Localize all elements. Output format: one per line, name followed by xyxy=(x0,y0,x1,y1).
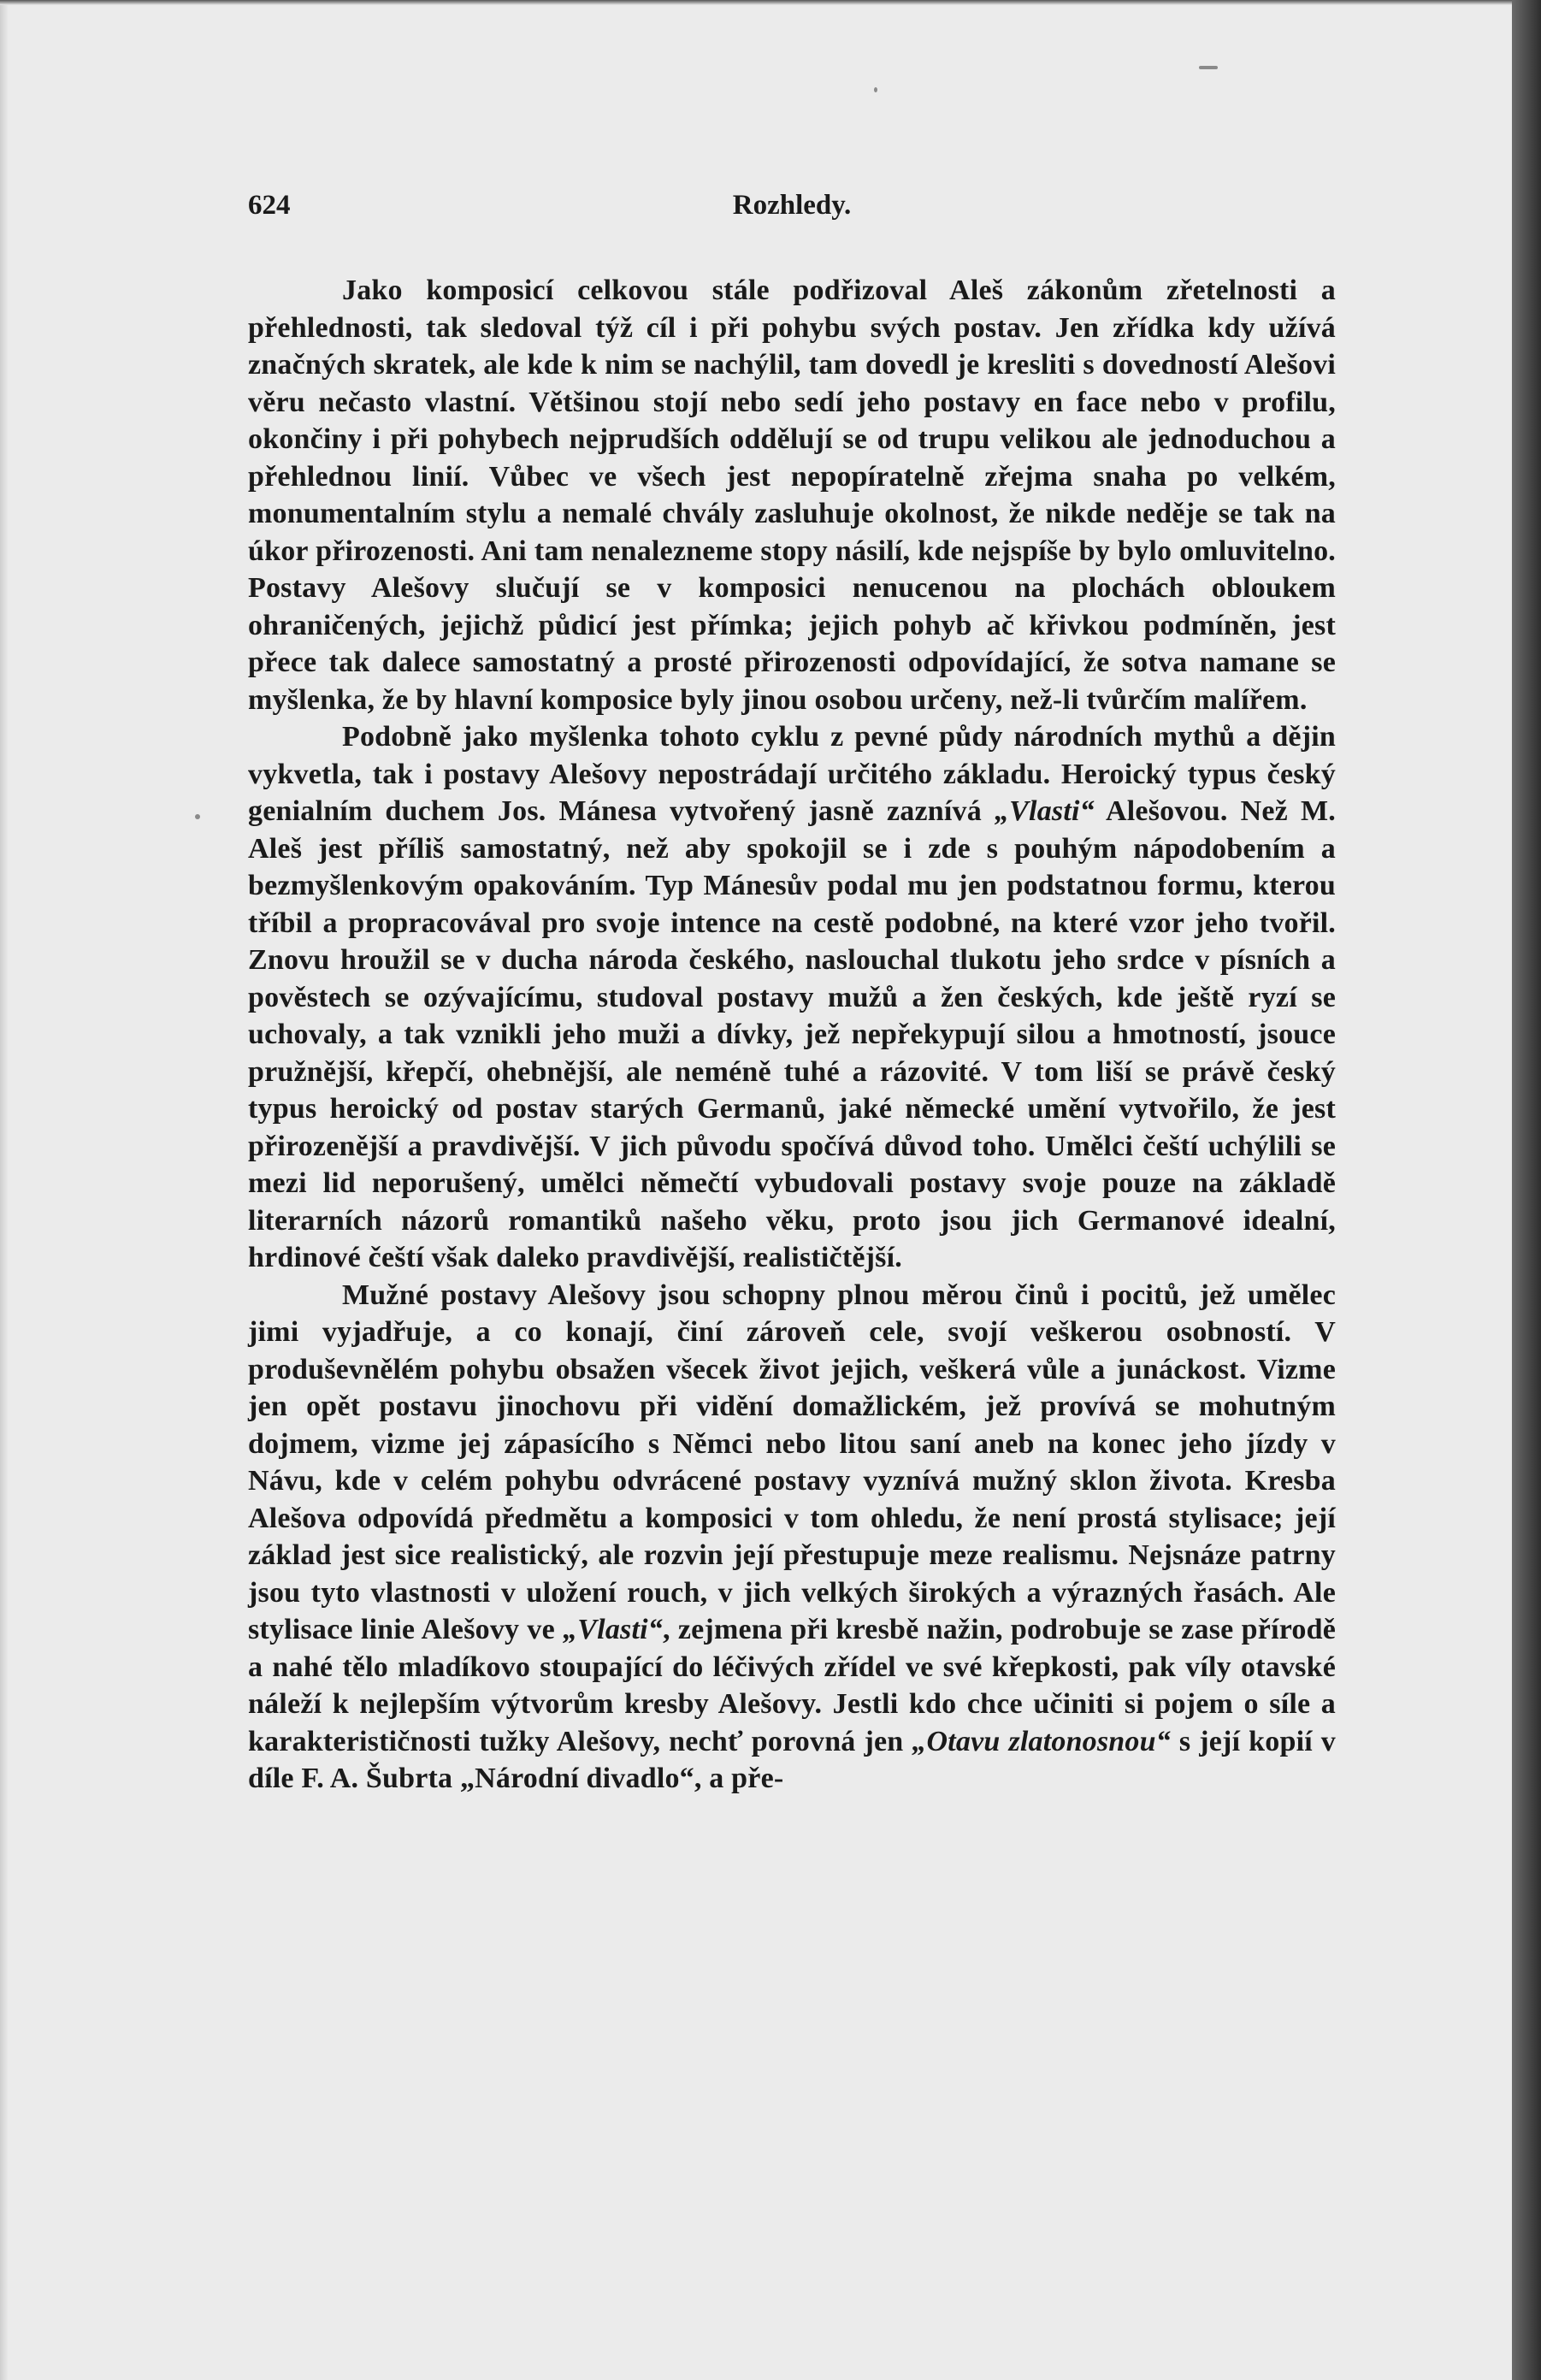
scan-speck xyxy=(1199,66,1218,69)
article-body xyxy=(248,272,1336,1798)
text-run: s její kopií v díle F. A. Šubrta „Národní divadlo“, a pře- xyxy=(248,1725,1336,1794)
italic-title: „Otavu zlatonosnou“ xyxy=(912,1725,1171,1757)
scan-right-edge xyxy=(1512,0,1541,2380)
text-run: Jako komposicí celkovou stále podřizoval Aleš zákonům zřetelnosti a přehlednosti, tak sledoval týž cíl i při pohybu svých postav. Jen zřídka kdy užívá značných skratek, ale kde k nim se nachýlil, tam dovedl je kresliti s dovedností Alešovi věru nečasto vlastní. Většinou stojí nebo sedí jeho postavy en face nebo v profilu, okončiny i při pohybech nejprudších oddělují se od trupu velikou ale jednoduchou a přehlednou linií. Vůbec ve všech jest nepopíratelně zřejma snaha po velkém, monumentalním stylu a nemalé chvály zasluhuje okolnost, že nikde neděje se tak na úkor přirozenosti. Ani tam nenalezneme stopy násilí, kde nejspíše by bylo omluvitelno. Postavy Alešovy slučují se v komposici nenucenou na plochách obloukem ohraničených, jejichž půdicí jest přímka; jejich pohyb ač křivkou podmíněn, jest přece tak dalece samostatný a prosté přirozenosti odpovídající, že sotva namane se myšlenka, že by hlavní komposice byly jinou osobou určeny, než-li tvůrčím malířem. xyxy=(248,275,1336,716)
scan-top-edge xyxy=(0,0,1512,5)
page-spine-shadow xyxy=(0,0,9,2380)
scan-speck xyxy=(874,87,877,92)
running-title: Rozhledy. xyxy=(732,190,852,221)
italic-title: „Vlasti“ xyxy=(994,795,1095,827)
paragraph xyxy=(248,272,1336,718)
scan-speck xyxy=(195,814,200,819)
italic-title: „Vlasti“ xyxy=(563,1614,663,1645)
paragraph xyxy=(248,718,1336,1277)
page-header xyxy=(248,190,1336,233)
text-run: , zejmena při kresbě nažin, podrobuje se zase přírodě a nahé tělo mladíkovo stoupající do léčivých zřídel ve své křepkosti, pak víly otavské náleží k nejlepším výtvorům kresby Alešovy. Jestli kdo chce učiniti si pojem o síle a karakterističnosti tužky Alešovy, nechť porovná jen xyxy=(248,1614,1336,1757)
text-run: Alešovou. Než M. Aleš jest příliš samostatný, než aby spokojil se i zde s pouhým nápodobením a bezmyšlenkovým opakováním. Typ Mánesův podal mu jen podstatnou formu, kterou tříbil a propracovával pro svoje intence na cestě podobné, na které vzor jeho tvořil. Znovu hroužil se v ducha národa českého, naslouchal tlukotu jeho srdce v písních a pověstech se ozývajícímu, studoval postavy mužů a žen českých, kde ještě ryzí se uchovaly, a tak vznikli jeho muži a dívky, jež nepřekypují silou a hmotností, jsouce pružnější, křepčí, ohebnější, ale neméně tuhé a rázovité. V tom liší se právě český typus heroický od postav starých Germanů, jaké německé umění vytvořilo, že jest přirozenější a pravdivější. V jich původu spočívá důvod toho. Umělci čeští uchýlili se mezi lid neporušený, umělci němečtí vybudovali postavy svoje pouze na základě literarních názorů romantiků našeho věku, proto jsou jich Germanové idealní, hrdinové čeští však daleko pravdivější, realističtější. xyxy=(248,795,1336,1273)
text-run: Podobně jako myšlenka tohoto cyklu z pevné půdy národních mythů a dějin vykvetla, tak i postavy Alešovy nepostrádají určitého základu. Heroický typus český genialním duchem Jos. Mánesa vytvořený jasně zaznívá xyxy=(248,721,1336,827)
paragraph xyxy=(248,1277,1336,1798)
text-run: Mužné postavy Alešovy jsou schopny plnou měrou činů i pocitů, jež umělec jimi vyjadřuje, a co konají, činí zároveň cele, svojí veškerou osobností. V produševnělém pohybu obsažen všecek život jejich, veškerá vůle a junáckost. Vizme jen opět postavu jinochovu při vidění domažlickém, jež provívá se mohutným dojmem, vizme jej zápasícího s Němci nebo litou saní aneb na konec jeho jízdy v Návu, kde v celém pohybu odvrácené postavy vyznívá mužný sklon života. Kresba Alešova odpovídá předmětu a komposici v tom ohledu, že není prostá stylisace; její základ jest sice realistický, ale rozvin její přestupuje meze realismu. Nejsnáze patrny jsou tyto vlastnosti v uložení rouch, v jich velkých širokých a výrazných řasách. Ale stylisace linie Alešovy ve xyxy=(248,1279,1336,1645)
page-number: 624 xyxy=(248,190,291,221)
